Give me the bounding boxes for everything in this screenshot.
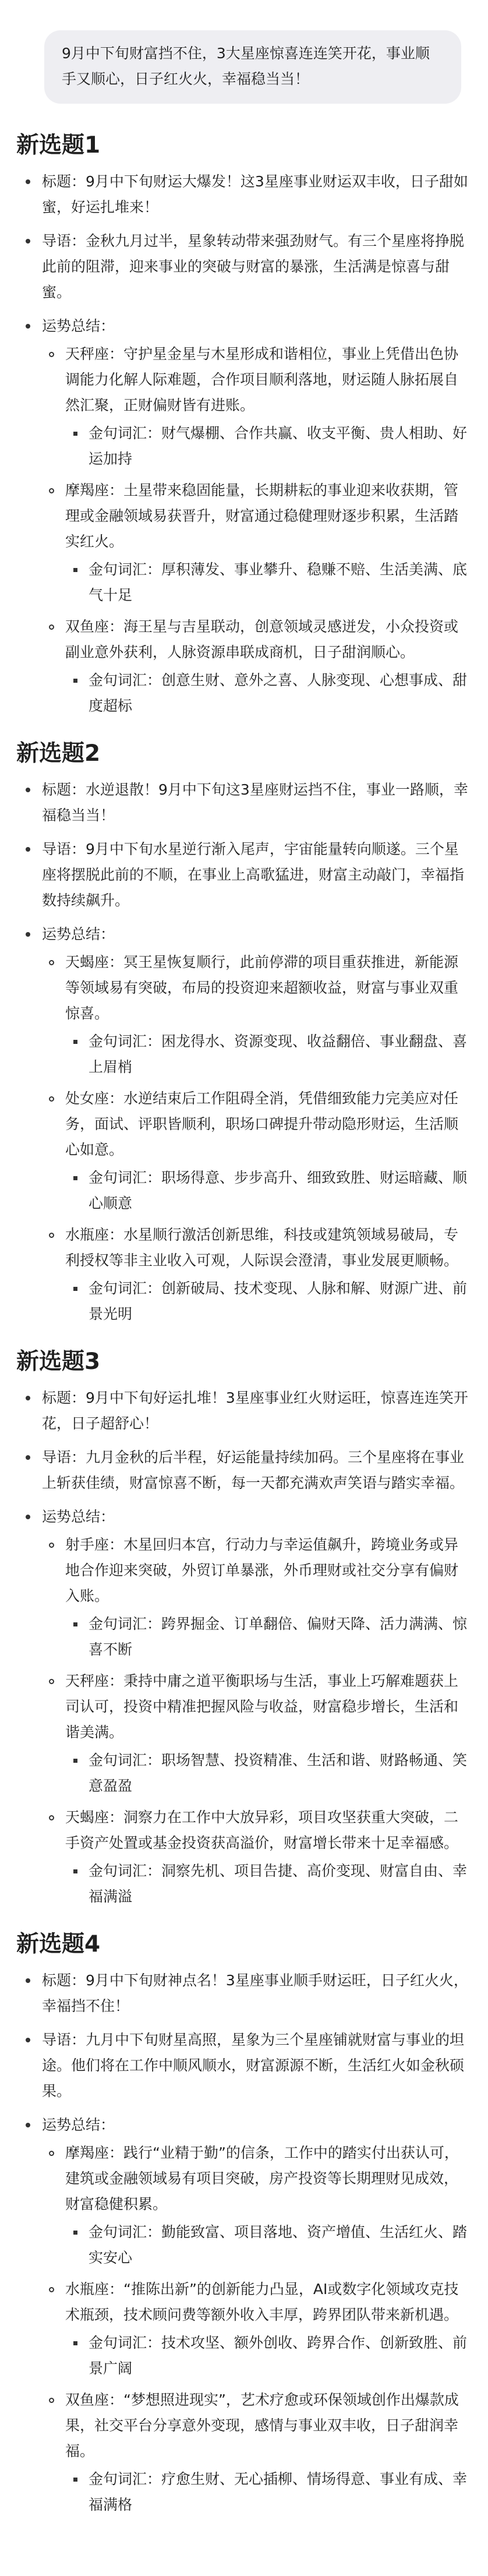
topic-title: 新选题4 [16,1931,101,1957]
topic-section [16,1928,472,2518]
headline-item [16,1968,472,2019]
headline-item [16,1385,472,1437]
golden-phrases: 金句词汇：洞察先机、项目告捷、高价变现、财富自由、幸福满溢 [65,1858,472,1910]
fortune-summary [16,2112,472,2518]
topic-section [16,1346,472,1910]
headline-item [16,169,472,220]
sign-list [42,950,472,1327]
sign-list [42,341,472,719]
topics-container [16,129,472,2518]
sign-item [42,1222,472,1327]
golden-list [65,1029,472,1080]
headline-item-label: 标题： [42,1389,86,1406]
golden-phrases: 金句词汇：财气爆棚、合作共赢、收支平衡、贵人相助、好运加持 [65,421,472,472]
topic-list [16,169,472,719]
sign-text: 射手座：木星回归本宫，行动力与幸运值飙升，跨境业务或异地合作迎来突破，外贸订单暴涨，外币理财或社交分享有偏财入账。 [65,1536,459,1604]
topic-title: 新选题1 [16,132,101,158]
sign-item [42,478,472,608]
headline-item-text: 9月中下旬财神点名！3星座事业顺手财运旺，日子红火火，幸福挡不住！ [42,1972,468,2014]
sign-text: 天蝎座：洞察力在工作中大放异彩，项目攻坚获重大突破，二手资产处置或基金投资获高溢价，财富增长带来十足幸福感。 [65,1809,459,1851]
golden-phrases: 金句词汇：技术攻坚、额外创收、跨界合作、创新致胜、前景广阔 [65,2330,472,2381]
fortune-summary [16,313,472,719]
topic-section [16,737,472,1327]
headline-item [16,777,472,828]
headline-item-text: 水逆退散！9月中下旬这3星座财运挡不住，事业一路顺，幸福稳当当！ [42,781,468,824]
golden-list [65,2330,472,2381]
golden-list [65,2466,472,2518]
golden-phrases: 金句词汇：创意生财、意外之喜、人脉变现、心想事成、甜度超标 [65,668,472,719]
golden-phrases: 金句词汇：职场得意、步步高升、细致致胜、财运暗藏、顺心顺意 [65,1165,472,1216]
fortune-summary-label: 运势总结： [42,1508,115,1525]
sign-text: 双鱼座：“梦想照进现实”，艺术疗愈或环保领域创作出爆款成果，社交平台分享意外变现，感情与事业双丰收，日子甜润幸福。 [65,2391,459,2459]
sign-text: 水瓶座：“推陈出新”的创新能力凸显，AI或数字化领域攻克技术瓶颈，技术顾问费等额外收入丰厚，跨界团队带来新机遇。 [65,2281,459,2323]
topic-title: 新选题3 [16,1349,101,1375]
golden-list [65,1611,472,1663]
sign-text: 处女座：水逆结束后工作阻碍全消，凭借细致能力完美应对任务，面试、评职皆顺利，职场口碑提升带动隐形财运，生活顺心如意。 [65,1090,459,1158]
sign-item [42,2277,472,2381]
sign-item [42,341,472,472]
sign-item [42,2387,472,2518]
sign-item [42,950,472,1080]
golden-list [65,421,472,472]
sign-item [42,1668,472,1799]
sign-item [42,1532,472,1663]
golden-phrases: 金句词汇：疗愈生财、无心插柳、情场得意、事业有成、幸福满格 [65,2466,472,2518]
lead-item-text: 九月金秋的后半程，好运能量持续加码。三个星座将在事业上斩获佳绩，财富惊喜不断，每一天都充满欢声笑语与踏实幸福。 [42,1449,465,1491]
lead-item-text: 九月中下旬财星高照，星象为三个星座铺就财富与事业的坦途。他们将在工作中顺风顺水，财富源源不断，生活红火如金秋硕果。 [42,2031,465,2099]
sign-item [42,2140,472,2271]
lead-item [16,228,472,305]
topic-list [16,1385,472,1910]
sign-item [42,1805,472,1910]
headline-item-text: 9月中下旬财运大爆发！这3星座事业财运双丰收，日子甜如蜜，好运扎堆来！ [42,173,468,216]
lead-item-text: 金秋九月过半，星象转动带来强劲财气。有三个星座将挣脱此前的阻滞，迎来事业的突破与财富的暴涨，生活满是惊喜与甜蜜。 [42,232,465,301]
lead-item [16,1445,472,1496]
lead-item-label: 导语： [42,1449,86,1466]
headline-item-text: 9月中下旬好运扎堆！3星座事业红火财运旺，惊喜连连笑开花，日子超舒心！ [42,1389,468,1432]
fortune-summary [16,1504,472,1910]
sign-list [42,2140,472,2518]
intro-quote: 9月中下旬财富挡不住，3大星座惊喜连连笑开花，事业顺手又顺心，日子红火火，幸福稳当当！ [44,30,461,104]
lead-item [16,837,472,913]
golden-phrases: 金句词汇：困龙得水、资源变现、收益翻倍、事业翻盘、喜上眉梢 [65,1029,472,1080]
sign-item [42,614,472,719]
sign-text: 天秤座：守护星金星与木星形成和谐相位，事业上凭借出色协调能力化解人际难题，合作项目顺利落地，财运随人脉拓展自然汇聚，正财偏财皆有进账。 [65,345,459,414]
sign-item [42,1086,472,1216]
fortune-summary-label: 运势总结： [42,317,115,334]
golden-list [65,1165,472,1216]
topic-list [16,1968,472,2518]
golden-list [65,668,472,719]
golden-list [65,1858,472,1910]
sign-text: 天蝎座：冥王星恢复顺行，此前停滞的项目重获推进，新能源等领域易有突破，布局的投资迎来超额收益，财富与事业双重惊喜。 [65,954,459,1022]
topic-list [16,777,472,1327]
fortune-summary-label: 运势总结： [42,926,115,943]
sign-text: 水瓶座：水星顺行激活创新思维，科技或建筑领域易破局，专利授权等非主业收入可观，人际误会澄清，事业发展更顺畅。 [65,1226,459,1269]
headline-item-label: 标题： [42,781,86,798]
fortune-summary-label: 运势总结： [42,2116,115,2133]
headline-item-label: 标题： [42,173,86,190]
sign-text: 双鱼座：海王星与吉星联动，创意领域灵感迸发，小众投资或副业意外获利，人脉资源串联成商机，日子甜润顺心。 [65,618,459,661]
topic-title: 新选题2 [16,740,101,767]
lead-item-text: 9月中下旬水星逆行渐入尾声，宇宙能量转向顺遂。三个星座将摆脱此前的不顺，在事业上高歌猛进，财富主动敲门，幸福指数持续飙升。 [42,841,465,909]
golden-list [65,1748,472,1799]
golden-list [65,557,472,608]
golden-phrases: 金句词汇：厚积薄发、事业攀升、稳赚不赔、生活美满、底气十足 [65,557,472,608]
golden-phrases: 金句词汇：职场智慧、投资精准、生活和谐、财路畅通、笑意盈盈 [65,1748,472,1799]
sign-text: 摩羯座：践行“业精于勤”的信条，工作中的踏实付出获认可，建筑或金融领域易有项目突破，房产投资等长期理财见成效，财富稳健积累。 [65,2144,459,2212]
lead-item [16,2027,472,2104]
topic-section [16,129,472,719]
headline-item-label: 标题： [42,1972,86,1989]
sign-text: 天秤座：秉持中庸之道平衡职场与生活，事业上巧解难题获上司认可，投资中精准把握风险与收益，财富稳步增长，生活和谐美满。 [65,1672,459,1741]
golden-phrases: 金句词汇：创新破局、技术变现、人脉和解、财源广进、前景光明 [65,1276,472,1327]
fortune-summary [16,922,472,1327]
sign-text: 摩羯座：土星带来稳固能量，长期耕耘的事业迎来收获期，管理或金融领域易获晋升，财富通过稳健理财逐步积累，生活踏实红火。 [65,482,459,550]
lead-item-label: 导语： [42,2031,86,2048]
lead-item-label: 导语： [42,232,86,249]
golden-list [65,1276,472,1327]
lead-item-label: 导语： [42,841,86,858]
golden-phrases: 金句词汇：跨界掘金、订单翻倍、偏财天降、活力满满、惊喜不断 [65,1611,472,1663]
sign-list [42,1532,472,1910]
golden-phrases: 金句词汇：勤能致富、项目落地、资产增值、生活红火、踏实安心 [65,2219,472,2271]
golden-list [65,2219,472,2271]
